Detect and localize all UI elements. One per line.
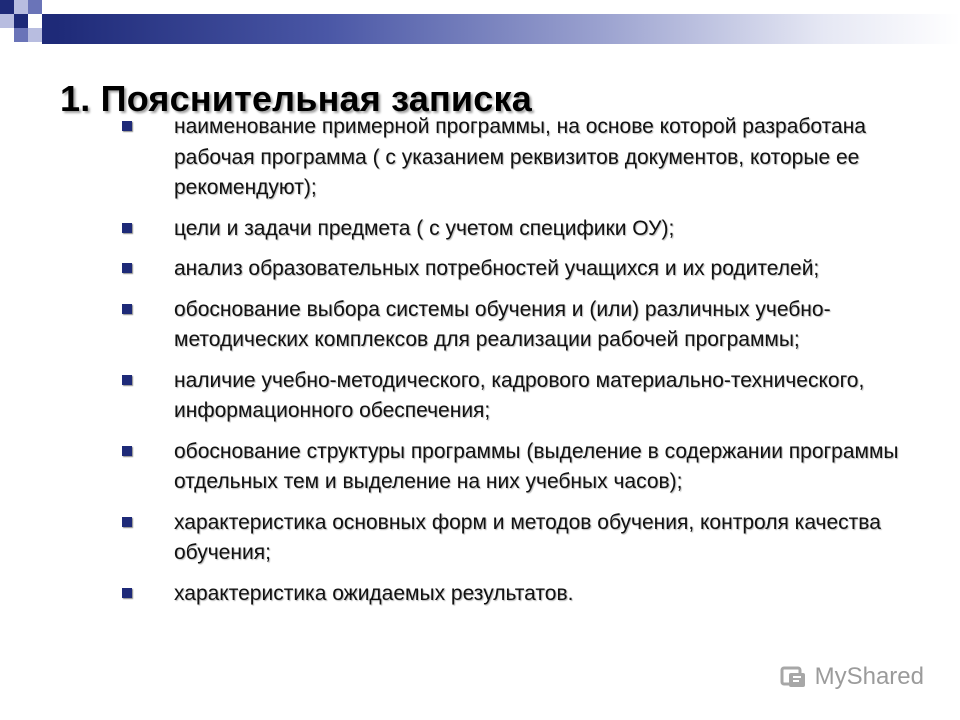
watermark-text: MyShared xyxy=(814,663,924,690)
square-bullet-icon xyxy=(122,121,132,131)
square-bullet-icon xyxy=(122,223,132,233)
list-item-text: обоснование структуры программы (выделение в содержании программы отдельных тем и выделение на них учебных часов); xyxy=(174,439,899,493)
list-item-text: наименование примерной программы, на основе которой разработана рабочая программа ( с указанием реквизитов документов, которые ее рекомендуют); xyxy=(174,115,866,199)
square-bullet-icon xyxy=(122,263,132,273)
decor-square xyxy=(14,0,28,14)
bullet-list xyxy=(120,112,900,619)
list-item xyxy=(120,295,900,356)
decor-square xyxy=(14,28,28,42)
list-item-text: обоснование выбора системы обучения и (или) различных учебно-методических комплексов для реализации рабочей программы; xyxy=(174,297,831,351)
square-bullet-icon xyxy=(122,588,132,598)
header-banner xyxy=(0,0,960,60)
decor-square xyxy=(28,0,42,14)
decor-square xyxy=(0,14,14,28)
list-item xyxy=(120,214,900,245)
decor-square xyxy=(14,14,28,28)
list-item xyxy=(120,254,900,285)
list-item xyxy=(120,437,900,498)
slide-title: 1. Пояснительная записка xyxy=(60,78,532,119)
decor-square xyxy=(28,28,42,42)
myshared-logo-icon xyxy=(779,662,809,692)
list-item xyxy=(120,508,900,569)
list-item-text: характеристика основных форм и методов обучения, контроля качества обучения; xyxy=(174,510,881,564)
decor-square xyxy=(0,0,14,14)
banner-gradient-bar xyxy=(56,14,960,44)
decor-square xyxy=(42,14,56,44)
square-bullet-icon xyxy=(122,304,132,314)
square-bullet-icon xyxy=(122,446,132,456)
list-item xyxy=(120,112,900,204)
list-item-text: наличие учебно-методического, кадрового материально-технического, информационного обеспечения; xyxy=(174,368,865,422)
square-bullet-icon xyxy=(122,375,132,385)
list-item xyxy=(120,366,900,427)
list-item xyxy=(120,579,900,610)
square-bullet-icon xyxy=(122,517,132,527)
list-item-text: цели и задачи предмета ( с учетом специфики ОУ); xyxy=(174,216,675,240)
list-item-text: характеристика ожидаемых результатов. xyxy=(174,581,574,605)
list-item-text: анализ образовательных потребностей учащихся и их родителей; xyxy=(174,257,820,280)
watermark xyxy=(779,662,924,692)
